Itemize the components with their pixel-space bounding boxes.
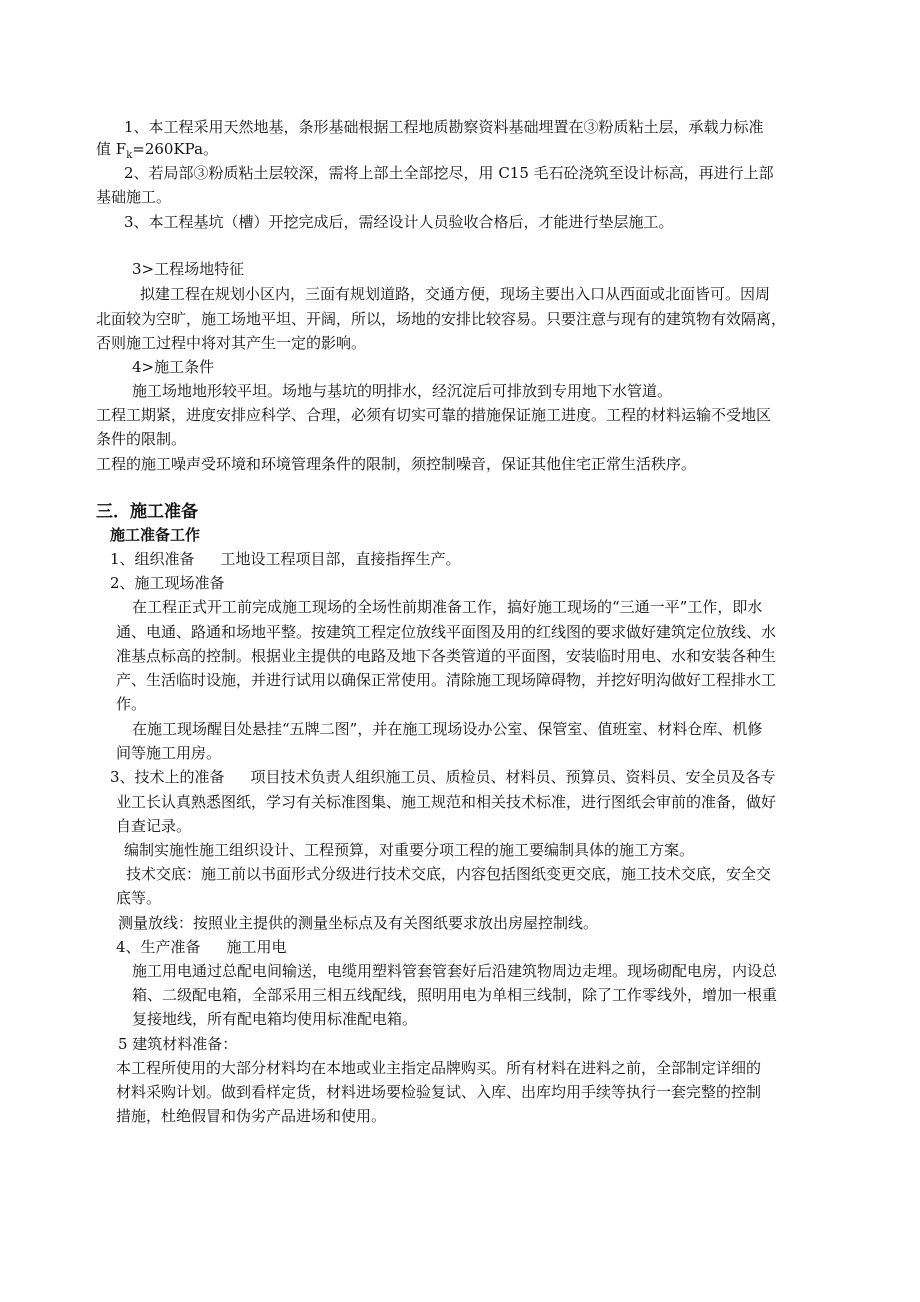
site-features-line-3: 否则施工过程中将对其产生一定的影响。: [96, 334, 367, 352]
org-prep-label: 1、组织准备: [110, 550, 195, 568]
tech-briefing-line-2: 底等。: [116, 889, 162, 907]
foundation-item-2-line-2: 基础施工。: [96, 188, 172, 206]
bearing-capacity-prefix: 值 F: [96, 140, 127, 158]
foundation-item-2-line-1: 2、若局部③粉质粘土层较深，需将上部土全部挖尽，用 C15 毛石砼浇筑至设计标高，再进行上部: [124, 164, 774, 182]
foundation-item-1-line-1: 1、本工程采用天然地基，条形基础根据工程地质勘察资料基础埋置在③粉质粘土层，承载力标准: [124, 118, 764, 136]
tech-prep-line-1: [110, 764, 776, 790]
conditions-line-1: 施工场地地形较平坦。场地与基坑的明排水，经沉淀后可排放到专用地下水管道。: [132, 382, 673, 400]
org-prep-text: 工地设工程项目部，直接指挥生产。: [220, 550, 461, 568]
tech-briefing-line-1: 技术交底：施工前以书面形式分级进行技术交底，内容包括图纸变更交底，施工技术交底，安全交: [126, 865, 772, 883]
production-prep-line: [116, 934, 287, 960]
tech-prep-line-3: 自查记录。: [116, 817, 192, 835]
site-prep-line-5: 作。: [116, 695, 147, 713]
tech-prep-line-4: 编制实施性施工组织设计、工程预算，对重要分项工程的施工要编制具体的施工方案。: [124, 841, 695, 859]
section-title: 三．施工准备: [96, 502, 198, 522]
site-prep-line-3: 准基点标高的控制。根据业主提供的电路及地下各类管道的平面图，安装临时用电、水和安装各种生: [116, 647, 777, 665]
electricity-line-1: 施工用电通过总配电间输送，电缆用塑料管套管套好后沿建筑物周边走埋。现场砌配电房，内设总: [132, 962, 778, 980]
conditions-heading: 4>施工条件: [132, 358, 215, 376]
section-subtitle: 施工准备工作: [110, 526, 201, 544]
signage-line-2: 间等施工用房。: [116, 744, 222, 762]
tech-prep-line-2: 业工长认真熟悉图纸，学习有关标准图集、施工规范和相关技术标准，进行图纸会审前的准备，做好: [116, 793, 777, 811]
site-prep-line-2: 通、电通、路通和场地平整。按建筑工程定位放线平面图及用的红线图的要求做好建筑定位放线、水: [116, 623, 777, 641]
survey-line: 测量放线：按照业主提供的测量坐标点及有关图纸要求放出房屋控制线。: [118, 914, 599, 932]
electricity-line-2: 箱、二级配电箱，全部采用三相五线配线，照明用电为单相三线制，除了工作零线外，增加一根重: [132, 986, 778, 1004]
electricity-line-3: 复接地线，所有配电箱均使用标准配电箱。: [132, 1010, 418, 1028]
materials-prep-label: 5 建筑材料准备：: [118, 1035, 238, 1053]
site-features-line-1: 拟建工程在规划小区内，三面有规划道路，交通方便，现场主要出入口从西面或北面皆可。因周: [140, 285, 771, 303]
site-features-line-2: 北面较为空旷，施工场地平坦、开阔，所以，场地的安排比较容易。只要注意与现有的建筑物有效隔离，: [96, 310, 787, 328]
bearing-capacity-value: =260KPa。: [132, 140, 219, 158]
tech-prep-text: 项目技术负责人组织施工员、质检员、材料员、预算员、资料员、安全员及各专: [250, 768, 776, 786]
site-prep-label: 2、施工现场准备: [110, 574, 225, 592]
production-prep-label: 4、生产准备: [116, 938, 201, 956]
materials-line-2: 材料采购计划。做到看样定货，材料进场要检验复试、入库、出库均用手续等执行一套完整的控制: [116, 1083, 762, 1101]
foundation-item-3: 3、本工程基坑（槽）开挖完成后，需经设计人员验收合格后，才能进行垫层施工。: [124, 213, 674, 231]
bearing-capacity-subscript: k: [126, 150, 133, 161]
site-features-heading: 3>工程场地特征: [132, 260, 245, 278]
materials-line-1: 本工程所使用的大部分材料均在本地或业主指定品牌购买。所有材料在进料之前，全部制定详细的: [116, 1059, 762, 1077]
site-prep-line-1: 在工程正式开工前完成施工现场的全场性前期准备工作，搞好施工现场的“三通一平”工作，即水: [132, 598, 763, 616]
production-prep-sub: 施工用电: [226, 938, 287, 956]
org-prep-line: [110, 546, 461, 572]
conditions-line-4: 工程的施工噪声受环境和环境管理条件的限制，须控制噪音，保证其他住宅正常生活秩序。: [96, 455, 697, 473]
conditions-line-3: 条件的限制。: [96, 430, 187, 448]
signage-line-1: 在施工现场醒目处悬挂“五牌二图”，并在施工现场设办公室、保管室、值班室、材料仓库、机修: [132, 720, 763, 738]
tech-prep-label: 3、技术上的准备: [110, 768, 225, 786]
conditions-line-2: 工程工期紧，进度安排应科学、合理，必须有切实可靠的措施保证施工进度。工程的材料运输不受地区: [96, 406, 772, 424]
site-prep-line-4: 产、生活临时设施，并进行试用以确保正常使用。清除施工现场障碍物，并挖好明沟做好工程排水工: [116, 671, 777, 689]
materials-line-3: 措施，杜绝假冒和伪劣产品进场和使用。: [116, 1107, 387, 1125]
